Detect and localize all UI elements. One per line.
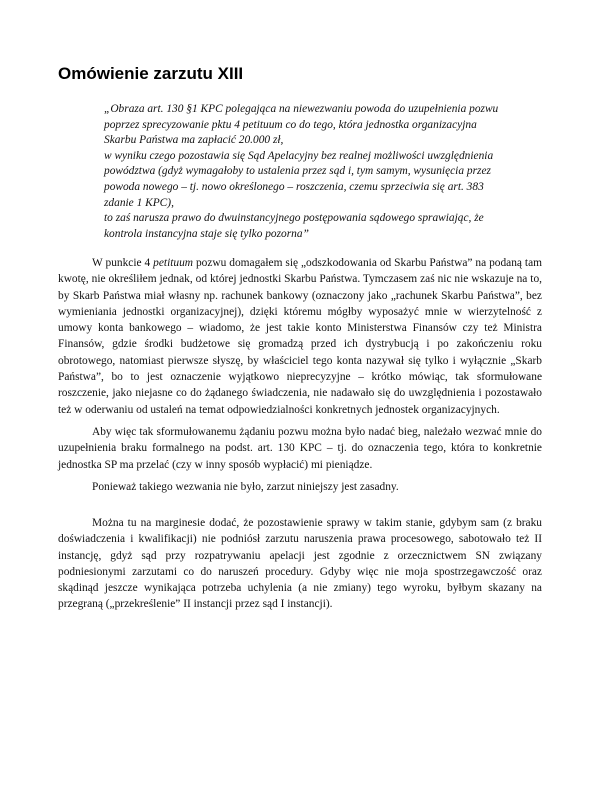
paragraph-1-rest: pozwu domagałem się „odszkodowania od Skarbu Państwa” na podaną tam kwotę, nie określiłem jednak, od której jednostki Skarbu Państwa. Tymczasem zaś nic nie wskazuje na to, by Skarb Państwa miał własny np. rachunek bankowy (oznaczony jako „rachunek Skarbu Państwa”, bez wymieniania jednostki organizacyjnej), dzięki któremu mógłby wyposażyć mnie w wierzytelność z umowy konta bankowego – wiadomo, że jest takie konto Ministerstwa Finansów czy też Ministra Finansów, gdzie środki budżetowe się gromadzą przed ich dystrybucją i po zakończeniu roku obrotowego, natomiast pierwsze słyszę, by właściciel tego konta nazywał się tylko i wyłącznie „Skarb Państwa”, bo to jest oznaczenie wyjątkowo nieprecyzyjne – krótko mówiąc, tak sformułowane roszczenie, jako niejasne co do żądanego świadczenia, nie nadawało się do uwzględnienia i pozostawało też w oderwaniu od ustaleń na temat odpowiedzialności konkretnych jednostek organizacyjnych.: [58, 257, 542, 416]
quote-part-1: „Obraza art. 130 §1 KPC polegająca na niewezwaniu powoda do uzupełnienia pozwu poprzez sprecyzowanie pktu 4 petituum co do tego, która jednostka organizacyjna Skarbu Państwa ma zapłacić 20.000 zł,: [104, 103, 499, 147]
paragraph-1-emphasis: petituum: [153, 257, 194, 269]
paragraph-2: Aby więc tak sformułowanemu żądaniu pozwu można było nadać bieg, należało wezwać mnie do uzupełnienia braku formalnego na podst. art. 130 KPC – tj. do oznaczenia tego, która to konkretnie jednostka SP ma przelać (czy w inny sposób wypłacić) mi pieniądze.: [58, 425, 542, 471]
quoted-charge: [104, 102, 504, 242]
margin-note: [58, 515, 542, 619]
quote-part-2: w wyniku czego pozostawia się Sąd Apelacyjny bez realnej możliwości uwzględnienia powództwa (gdyż wymagałoby to ustalenia przez sąd i, tym samym, wysunięcia przez powoda nowego – tj. nowo określonego – roszczenia, czemu sprzeciwia się art. 383 zdanie 1 KPC),: [104, 149, 494, 209]
quote-part-3: to zaś narusza prawo do dwuinstancyjnego postępowania sądowego sprawiając, że kontrola instancyjna staje się tylko pozorna”: [104, 212, 484, 240]
paragraph-1: [58, 255, 542, 418]
paragraph-1-start: W punkcie 4: [92, 257, 154, 269]
paragraph-4: Można tu na marginesie dodać, że pozostawienie sprawy w takim stanie, gdybym sam (z braku doświadczenia i kwalifikacji) nie podniósł zarzutu naruszenia prawa procesowego, sabotowało też II instancję, gdyż sąd przy rozpatrywaniu apelacji jest zgodnie z orzecznictwem SN związany podniesionymi zarzutami co do naruszeń procedury. Gdyby więc nie moja spostrzegawczość oraz skądinąd jeszcze wynikająca potrzeba uchylenia (a nie zmiany) tego wyroku, byłbym skazany na przegraną („przekreślenie” II instancji przez sąd I instancji).: [58, 517, 542, 611]
paragraph-3: Ponieważ takiego wezwania nie było, zarzut niniejszy jest zasadny.: [92, 480, 399, 493]
body-text: [58, 255, 542, 501]
page-title: Omówienie zarzutu XIII: [58, 64, 244, 83]
